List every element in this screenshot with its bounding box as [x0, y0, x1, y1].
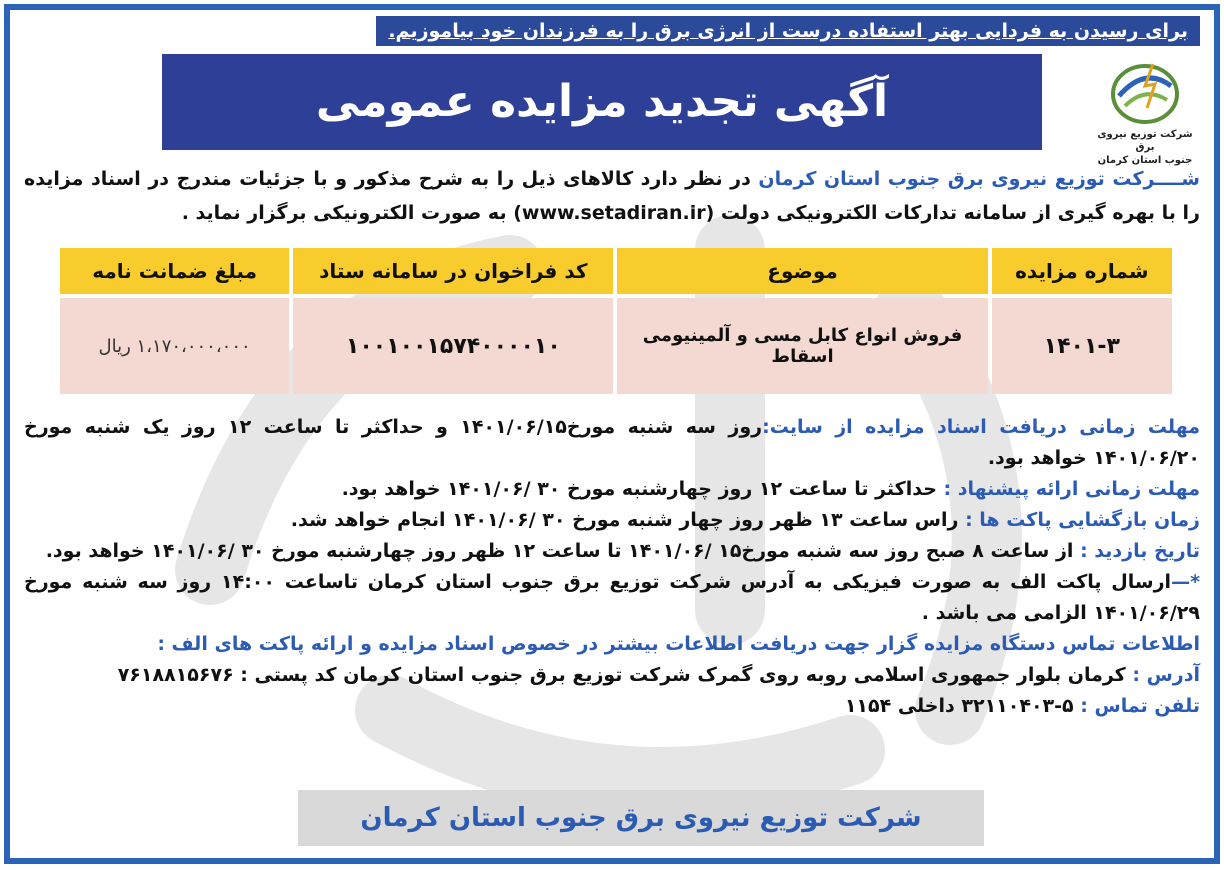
header-code: کد فراخوان در سامانه ستاد — [293, 248, 613, 294]
note-text: ارسال پاکت الف به صورت فیزیکی به آدرس شرکت توزیع برق جنوب استان کرمان تاساعت ۱۴:۰۰ روز سه شنبه مورخ ۱۴۰۱/۰۶/۲۹ الزامی می باشد . — [24, 571, 1200, 624]
intro-text: در نظر دارد کالاهای ذیل را به شرح مذکور و با جزئیات مندرج در اسناد مزایده را با بهره گیری از سامانه تدارکات الکترونیکی دولت (www.setadiran.ir) به صورت الکترونیکی برگزار نماید . — [24, 168, 1200, 224]
logo-line2: جنوب استان کرمان — [1097, 155, 1193, 166]
cell-amount: ۱،۱۷۰،۰۰۰،۰۰۰ ریال — [60, 298, 289, 394]
phone-label: تلفن تماس : — [1080, 695, 1200, 717]
address-text: کرمان بلوار جمهوری اسلامی روبه روی گمرک شرکت توزیع برق جنوب استان کرمان کد پستی : ۷۶۱۸۸۱۵۶۷۶ — [117, 664, 1133, 686]
notice-frame — [4, 4, 1220, 864]
company-logo — [1090, 56, 1200, 171]
intro-company: شــــرکت توزیع نیروی برق جنوب استان کرمان — [758, 168, 1200, 190]
header-number: شماره مزایده — [992, 248, 1172, 294]
note — [24, 567, 1200, 629]
contact-title: اطلاعات تماس دستگاه مزایده گزار جهت دریافت اطلاعات بیشتر در خصوص اسناد مزایده و ارائه پاکت های الف : — [157, 633, 1200, 655]
table-row — [60, 298, 1172, 394]
logo-emblem-icon — [1105, 56, 1185, 128]
docs-text: روز سه شنبه مورخ۱۴۰۱/۰۶/۱۵ و حداکثر تا ساعت ۱۲ روز یک شنبه مورخ ۱۴۰۱/۰۶/۲۰ خواهد بود. — [24, 416, 1200, 469]
cell-number: ۱۴۰۱-۳ — [992, 298, 1172, 394]
footer-company: شرکت توزیع نیروی برق جنوب استان کرمان — [298, 790, 984, 846]
cell-code: ۱۰۰۱۰۰۱۵۷۴۰۰۰۰۱۰ — [293, 298, 613, 394]
docs-label: مهلت زمانی دریافت اسناد مزایده از سایت: — [762, 416, 1200, 438]
page-title: آگهی تجدید مزایده عمومی — [162, 54, 1042, 150]
visit-date — [24, 536, 1200, 567]
slogan-bar — [376, 16, 1200, 46]
slogan-text: برای رسیدن به فردایی بهتر استفاده درست از انرژی برق را به فرزندان خود بیاموزیم. — [388, 20, 1188, 42]
offer-text: حداکثر تا ساعت ۱۲ روز چهارشنبه مورخ ۳۰ /۱۴۰۱/۰۶ خواهد بود. — [341, 478, 944, 500]
details-section — [24, 412, 1200, 722]
phone-text: ۵-۳۲۱۱۰۴۰۳ داخلی ۱۱۵۴ — [844, 695, 1081, 717]
visit-text: از ساعت ۸ صبح روز سه شنبه مورخ۱۵ /۱۴۰۱/۰۶ تا ساعت ۱۲ ظهر روز چهارشنبه مورخ ۳۰ /۱۴۰۱/۰۶ خواهد بود. — [45, 540, 1081, 562]
opening-label: زمان بازگشایی پاکت ها : — [965, 509, 1200, 531]
opening-text: راس ساعت ۱۳ ظهر روز چهار شنبه مورخ ۳۰ /۱۴۰۱/۰۶ انجام خواهد شد. — [290, 509, 966, 531]
table-header-row — [60, 248, 1172, 294]
logo-line1: شرکت توزیع نیروی برق — [1097, 129, 1193, 153]
visit-label: تاریخ بازدید : — [1080, 540, 1200, 562]
docs-deadline — [24, 412, 1200, 474]
auction-table — [56, 244, 1176, 398]
intro-paragraph — [24, 162, 1200, 230]
header-subject: موضوع — [617, 248, 987, 294]
offer-label: مهلت زمانی ارائه پیشنهاد : — [943, 478, 1200, 500]
header-amount: مبلغ ضمانت نامه — [60, 248, 289, 294]
address-label: آدرس : — [1132, 664, 1200, 686]
offer-deadline — [24, 474, 1200, 505]
note-mark: *— — [1171, 571, 1200, 593]
opening-time — [24, 505, 1200, 536]
cell-subject: فروش انواع کابل مسی و آلمینیومی اسقاط — [617, 298, 987, 394]
phone — [24, 691, 1200, 722]
address — [24, 660, 1200, 691]
